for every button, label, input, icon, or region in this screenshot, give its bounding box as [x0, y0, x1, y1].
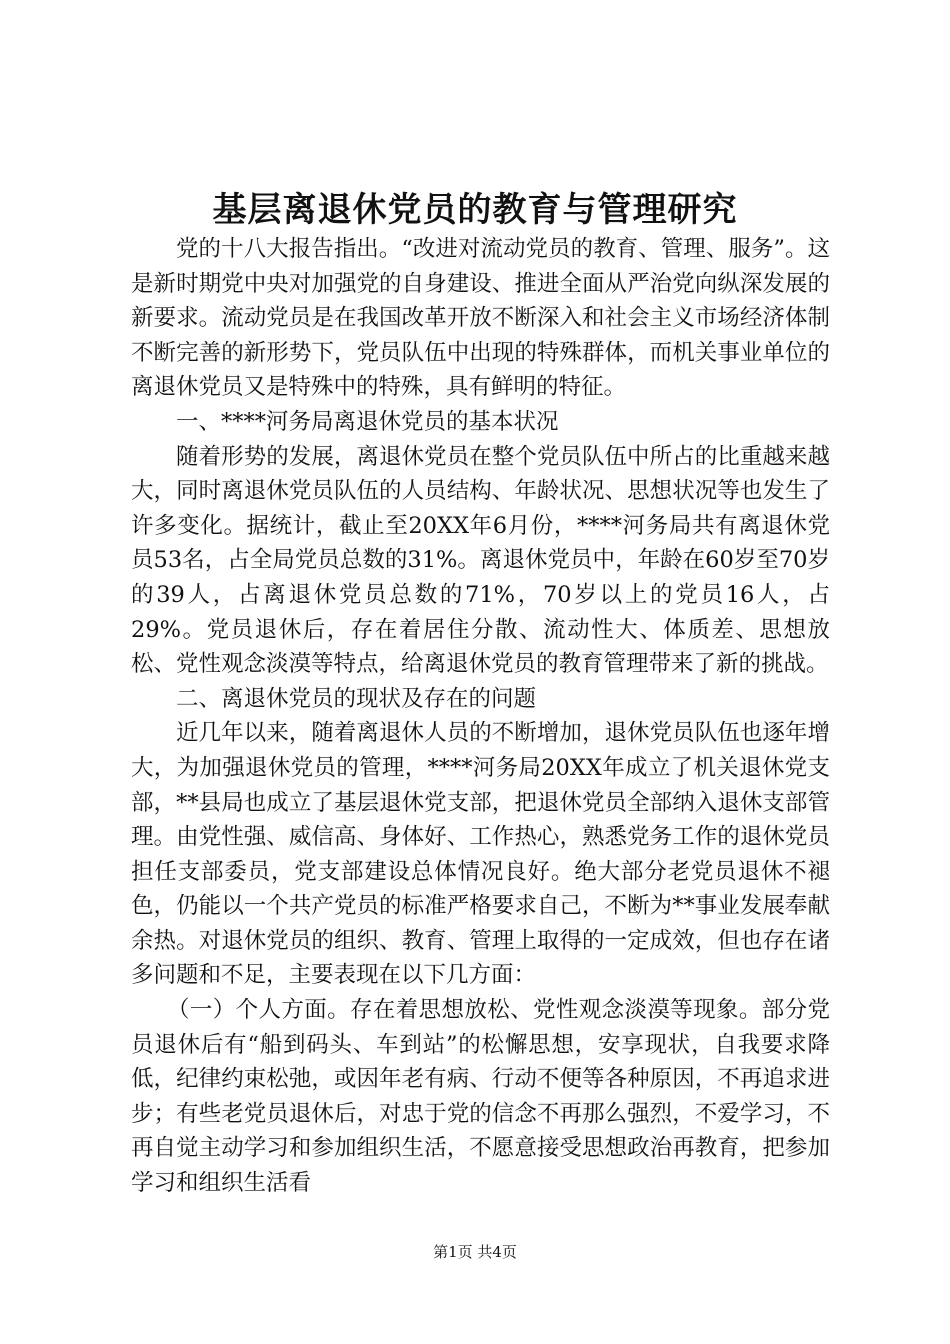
document-title: 基层离退休党员的教育与管理研究: [212, 190, 738, 230]
document-body: [131, 232, 830, 1201]
section-heading-1: 一、****河务局离退休党员的基本状况: [176, 408, 559, 435]
paragraph-current-situation: 近几年以来，随着离退休人员的不断增加，退休党员队伍也逐年增大，为加强退休党员的管理，****河务局20XX年成立了机关退休党支部，**县局也成立了基层退休党支部，把退休党员全部纳入退休支部管理。由党性强、威信高、身体好、工作热心，熟悉党务工作的退休党员担任支部委员，党支部建设总体情况良好。绝大部分老党员退休不褪色，仍能以一个共产党员的标准严格要求自己，不断为**事业发展奉献余热。对退休党员的组织、教育、管理上取得的一定成效，但也存在诸多问题和不足，主要表现在以下几方面：: [131, 720, 830, 989]
paragraph-personal-aspect: （一）个人方面。存在着思想放松、党性观念淡漠等现象。部分党员退休后有“船到码头、车到站”的松懈思想，安享现状，自我要求降低，纪律约束松弛，或因年老有病、行动不便等各种原因，不再追求进步；有些老党员退休后，对忠于党的信念不再那么强烈，不爱学习，不再自觉主动学习和参加组织生活，不愿意接受思想政治再教育，把参加学习和组织生活看: [131, 997, 830, 1197]
section-heading-2: 二、离退休党员的现状及存在的问题: [176, 685, 537, 712]
page-footer: 第1页 共4页: [433, 1243, 517, 1261]
paragraph-intro: 党的十八大报告指出。“改进对流动党员的教育、管理、服务”。这是新时期党中央对加强党的自身建设、推进全面从严治党向纵深发展的新要求。流动党员是在我国改革开放不断深入和社会主义市场经济体制不断完善的新形势下，党员队伍中出现的特殊群体，而机关事业单位的离退休党员又是特殊中的特殊，具有鲜明的特征。: [131, 236, 830, 401]
paragraph-basic-status: 随着形势的发展，离退休党员在整个党员队伍中所占的比重越来越大，同时离退休党员队伍的人员结构、年龄状况、思想状况等也发生了许多变化。据统计，截止至20XX年6月份，****河务局共有离退休党员53名，占全局党员总数的31%。离退休党员中，年龄在60岁至70岁的39人，占离退休党员总数的71%，70岁以上的党员16人，占29%。党员退休后，存在着居住分散、流动性大、体质差、思想放松、党性观念淡漠等特点，给离退休党员的教育管理带来了新的挑战。: [131, 443, 830, 678]
